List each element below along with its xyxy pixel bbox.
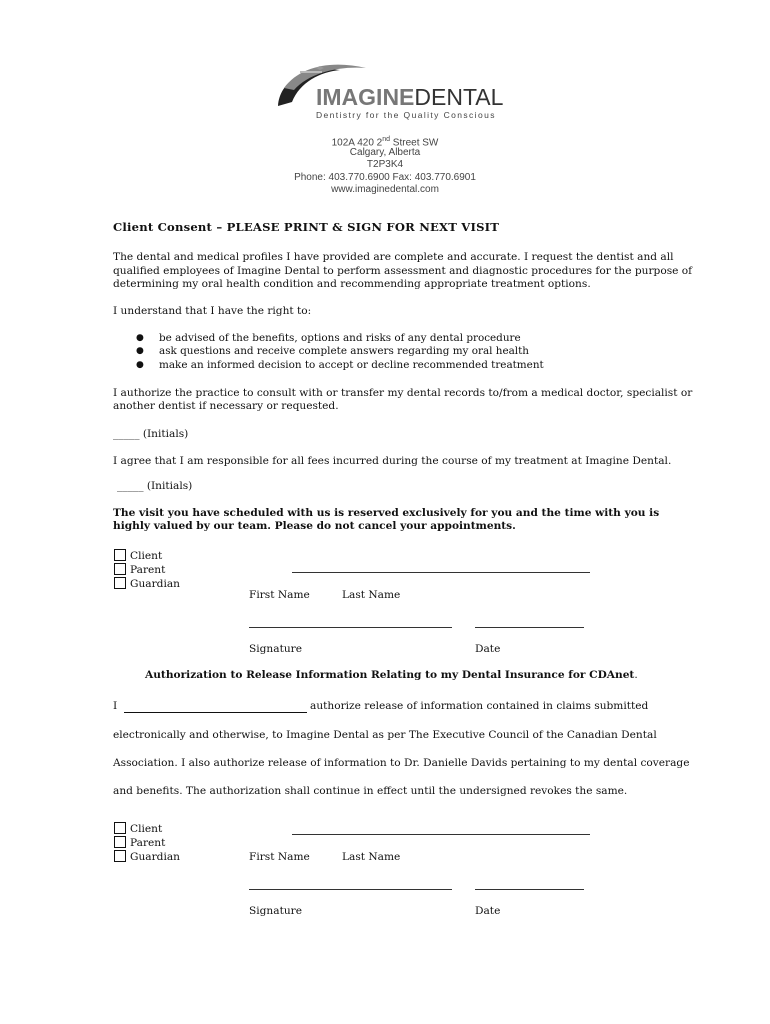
client-checkbox[interactable] [114, 549, 126, 561]
brand-tagline: Dentistry for the Quality Conscious [316, 110, 496, 120]
bullet-icon: ● [136, 359, 144, 370]
bullet-icon: ● [136, 346, 144, 357]
guardian-checkbox[interactable] [114, 577, 126, 589]
authorization-line1-start: I [113, 700, 118, 712]
authorization-line2: electronically and otherwise, to Imagine Dental as per The Executive Council of the Canadian Dental [113, 729, 657, 741]
signature-label: Signature [249, 643, 302, 655]
name-input-line[interactable] [292, 834, 590, 835]
date-label: Date [475, 643, 501, 655]
consent-para1-line2: qualified employees of Imagine Dental to perform assessment and diagnostic procedures for the purpose of [113, 265, 693, 277]
first-name-label: First Name [249, 589, 310, 601]
rights-text: ask questions and receive complete answers regarding my oral health [159, 345, 529, 358]
date-input-line[interactable] [475, 889, 584, 890]
initials-field-2[interactable]: _____ (Initials) [117, 480, 193, 492]
guardian-option-label: Guardian [130, 851, 180, 863]
parent-checkbox[interactable] [114, 836, 126, 848]
brand-logo-text [316, 86, 503, 109]
address-city: Calgary, Alberta [349, 147, 421, 158]
insured-name-input-line[interactable] [124, 712, 307, 713]
client-checkbox[interactable] [114, 822, 126, 834]
rights-list-item [131, 359, 544, 372]
brand-part1: IMAGINE [316, 84, 415, 110]
rights-intro: I understand that I have the right to: [113, 305, 312, 317]
rights-list [131, 332, 544, 372]
authorization-title-period: . [634, 669, 638, 681]
last-name-label: Last Name [342, 851, 401, 863]
street-suffix: nd [382, 136, 391, 143]
consent-para1-line3: determining my oral health condition and recommending appropriate treatment options. [113, 278, 591, 290]
date-input-line[interactable] [475, 627, 584, 628]
signature-label: Signature [249, 905, 302, 917]
rights-list-item [131, 345, 544, 358]
last-name-label: Last Name [342, 589, 401, 601]
consent-para2-line1: I authorize the practice to consult with or transfer my dental records to/from a medical doctor, specialist or [113, 387, 693, 399]
guardian-checkbox[interactable] [114, 850, 126, 862]
client-option-label: Client [130, 823, 163, 835]
first-name-label: First Name [249, 851, 310, 863]
fees-statement: I agree that I am responsible for all fees incurred during the course of my treatment at Imagine Dental. [113, 455, 672, 467]
authorization-title [145, 669, 638, 682]
name-input-line[interactable] [292, 572, 590, 573]
address-phone-fax: Phone: 403.770.6900 Fax: 403.770.6901 [294, 172, 476, 183]
notice-line1: The visit you have scheduled with us is reserved exclusively for you and the time with you is [113, 507, 660, 519]
initials-field-1[interactable]: _____ (Initials) [113, 428, 189, 440]
authorization-line3: Association. I also authorize release of information to Dr. Danielle Davids pertaining to my dental coverage [113, 757, 690, 769]
authorization-line1-end: authorize release of information contained in claims submitted [310, 700, 649, 712]
rights-text: be advised of the benefits, options and risks of any dental procedure [159, 332, 521, 344]
parent-option-label: Parent [130, 837, 166, 849]
bullet-icon: ● [136, 333, 144, 343]
rights-list-item [131, 332, 544, 345]
authorization-line4: and benefits. The authorization shall continue in effect until the undersigned revokes the same. [113, 785, 628, 797]
consent-para2-line2: another dentist if necessary or requested. [113, 400, 339, 412]
client-option-label: Client [130, 550, 163, 562]
notice-line2: highly valued by our team. Please do not cancel your appointments. [113, 520, 516, 532]
rights-text: make an informed decision to accept or decline recommended treatment [159, 358, 544, 371]
address-website: www.imaginedental.com [331, 184, 439, 195]
authorization-title-text: Authorization to Release Information Relating to my Dental Insurance for CDAnet [145, 669, 635, 681]
signature-input-line[interactable] [249, 627, 452, 628]
address-postal: T2P3K4 [366, 159, 404, 170]
date-label: Date [475, 905, 501, 917]
street-number: 102A 420 2 [331, 137, 383, 149]
guardian-option-label: Guardian [130, 578, 180, 590]
signature-input-line[interactable] [249, 889, 452, 890]
street-name: Street SW [390, 137, 439, 149]
parent-option-label: Parent [130, 564, 166, 576]
consent-para1-line1: The dental and medical profiles I have provided are complete and accurate. I request the dentist and all [113, 251, 674, 263]
parent-checkbox[interactable] [114, 563, 126, 575]
consent-title: Client Consent – PLEASE PRINT & SIGN FOR NEXT VISIT [113, 220, 500, 234]
brand-part2: DENTAL [414, 84, 504, 110]
